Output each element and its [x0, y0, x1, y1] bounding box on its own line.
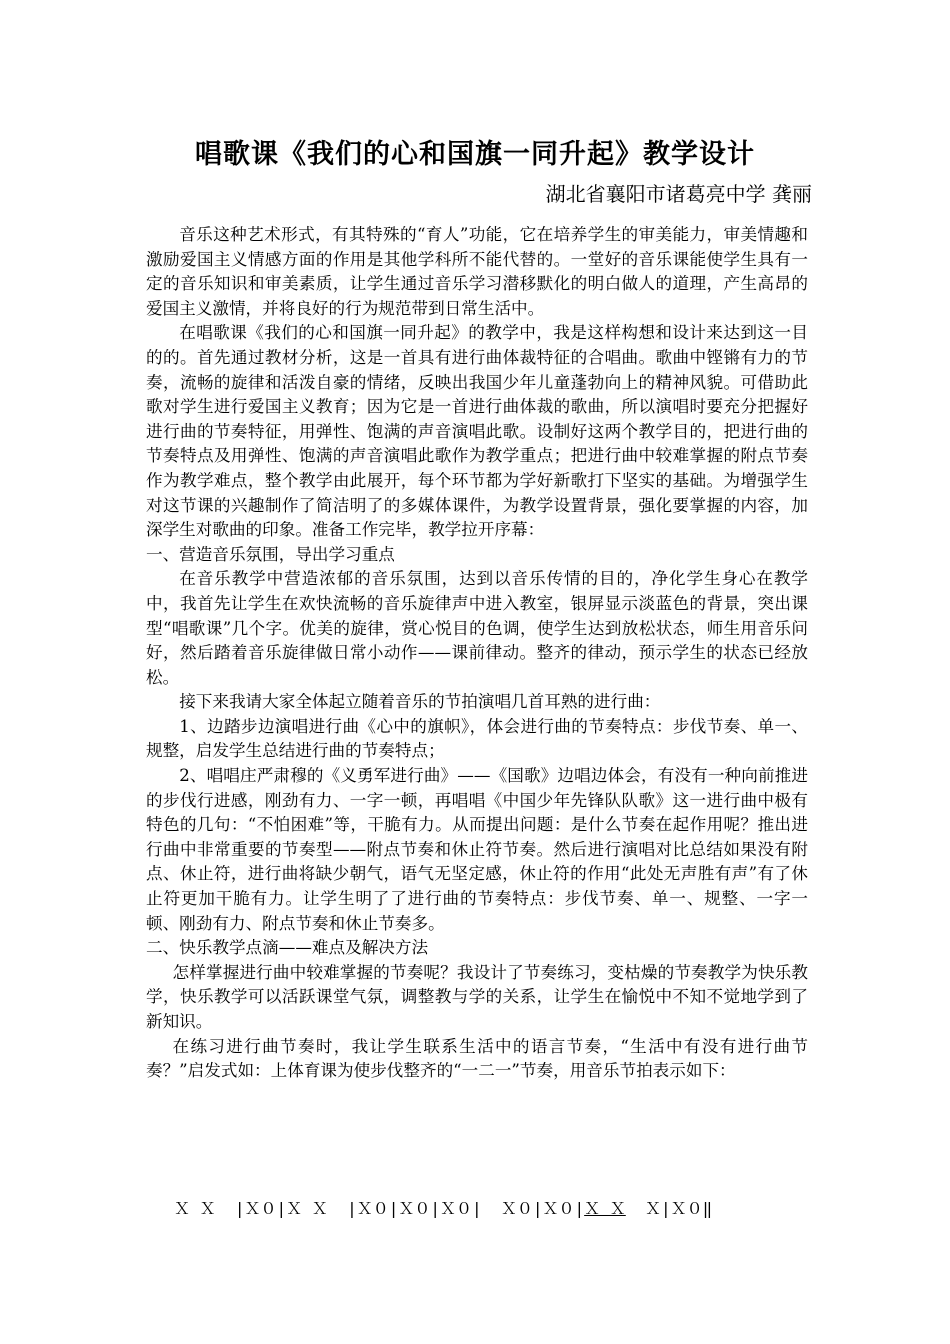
paragraph-item-2: 2、唱唱庄严肃穆的《义勇军进行曲》——《国歌》边唱边体会，有没有一种向前推进的步伐行进感，刚劲有力、一字一顿，再唱唱《中国少年先锋队队歌》这一进行曲中极有特色的几句：“不怕困难”等，干脆有力。从而提出问题：是什么节奏在起作用呢？推出进行曲中非常重要的节奏型——附点节奏和休止符节奏。然后进行演唱对比总结如果没有附点、休止符，进行曲将缺少朝气，语气无坚定感，休止符的作用“此处无声胜有声”有了休止符更加干脆有力。让学生明了了进行曲的节奏特点：步伐节奏、单一、规整、一字一顿、刚劲有力、附点节奏和休止节奏多。 [146, 766, 808, 933]
section-heading-1: 一、营造音乐氛围，导出学习重点 [146, 544, 395, 564]
paragraph-happy-teaching: 怎样掌握进行曲中较难掌握的节奏呢？我设计了节奏练习，变枯燥的节奏教学为快乐教学，快乐教学可以活跃课堂气氛，调整教与学的关系，让学生在愉悦中不知不觉地学到了新知识。 [146, 962, 808, 1031]
author-line: 湖北省襄阳市诸葛亮中学 龚丽 [545, 182, 812, 206]
paragraph-stand-up: 接下来我请大家全体起立随着音乐的节拍演唱几首耳熟的进行曲： [179, 692, 661, 712]
rhythm-underlined: Ｘ Ｘ [584, 1199, 626, 1218]
paragraph-atmosphere: 在音乐教学中营造浓郁的音乐氛围，达到以音乐传情的目的，净化学生身心在教学中，我首先让学生在欢快流畅的音乐旋律声中进入教室，银屏显示淡蓝色的背景，突出课型“唱歌课”几个字。优美的旋律，赏心悦目的色调，使学生达到放松状态，师生用音乐问好，然后踏着音乐旋律做日常小动作——课前律动。整齐的律动，预示学生的状态已经放松。 [146, 569, 808, 687]
document-title: 唱歌课《我们的心和国旗一同升起》教学设计 [195, 139, 755, 170]
rhythm-notation [174, 1196, 712, 1219]
rhythm-part-2: Ｘ|Ｘ０‖ [625, 1199, 713, 1218]
paragraph-design: 在唱歌课《我们的心和国旗一同升起》的教学中，我是这样构想和设计来达到这一目的的。首先通过教材分析，这是一首具有进行曲体裁特征的合唱曲。歌曲中铿锵有力的节奏，流畅的旋律和活泼自豪的情绪，反映出我国少年儿童蓬勃向上的精神风貌。可借助此歌对学生进行爱国主义教育；因为它是一首进行曲体裁的歌曲，所以演唱时要充分把握好进行曲的节奏特征，用弹性、饱满的声音演唱此歌。设制好这两个教学目的，把进行曲的节奏特点及用弹性、饱满的声音演唱此歌作为教学重点；把进行曲中较难掌握的附点节奏作为教学难点，整个教学由此展开，每个环节都为学好新歌打下坚实的基础。为增强学生对这节课的兴趣制作了简洁明了的多媒体课件，为教学设置背景，强化要掌握的内容，加深学生对歌曲的印象。准备工作完毕，教学拉开序幕： [146, 323, 808, 540]
section-heading-2: 二、快乐教学点滴——难点及解决方法 [146, 938, 429, 958]
document-body [146, 223, 808, 1084]
paragraph-item-1: 1、边踏步边演唱进行曲《心中的旗帜》，体会进行曲的节奏特点：步伐节奏、单一、规整，启发学生总结进行曲的节奏特点； [146, 716, 808, 761]
paragraph-practice: 在练习进行曲节奏时，我让学生联系生活中的语言节奏，“生活中有没有进行曲节奏？”启发式如：上体育课为使步伐整齐的“一二一”节奏，用音乐节拍表示如下： [146, 1036, 808, 1081]
paragraph-intro: 音乐这种艺术形式，有其特殊的“育人”功能，它在培养学生的审美能力，审美情趣和激励爱国主义情感方面的作用是其他学科所不能代替的。一堂好的音乐课能使学生具有一定的音乐知识和审美素质，让学生通过音乐学习潜移默化的明白做人的道理，产生高昂的爱国主义激情，并将良好的行为规范带到日常生活中。 [146, 225, 808, 318]
rhythm-part-1: Ｘ Ｘ |Ｘ０|Ｘ Ｘ |Ｘ０|Ｘ０|Ｘ０| Ｘ０|Ｘ０| [174, 1199, 585, 1218]
